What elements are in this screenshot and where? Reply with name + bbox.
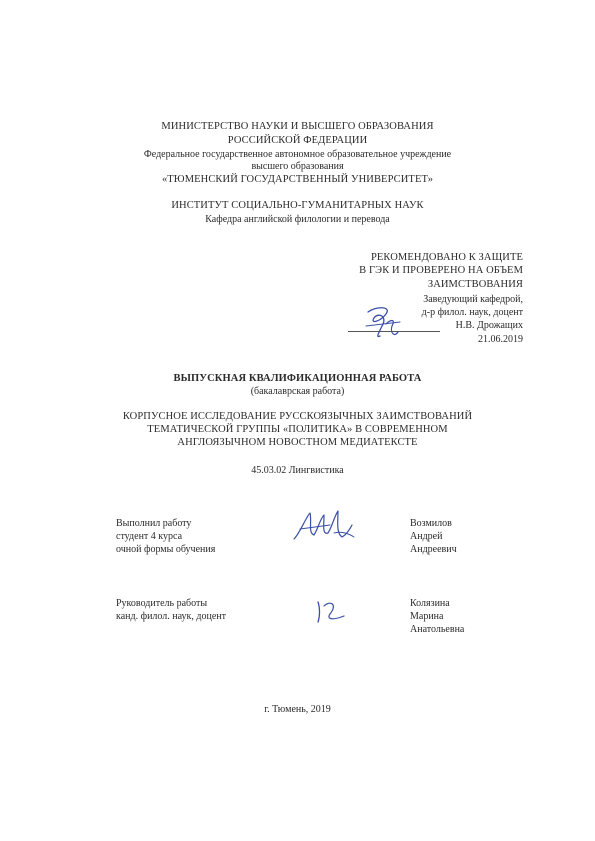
supervisor-signature-icon [312, 596, 352, 626]
approval-degree: д-р филол. наук, доцент [421, 307, 523, 318]
supervisor-patronymic: Анатольевна [410, 624, 465, 635]
title-line-3: АНГЛОЯЗЫЧНОМ НОВОСТНОМ МЕДИАТЕКСТЕ [177, 437, 418, 448]
ministry-line-2: РОССИЙСКОЙ ФЕДЕРАЦИИ [227, 135, 368, 146]
institute-name: ИНСТИТУТ СОЦИАЛЬНО-ГУМАНИТАРНЫХ НАУК [171, 200, 424, 211]
author-role-line-3: очной формы обучения [116, 544, 216, 555]
approval-line-1: РЕКОМЕНДОВАНО К ЗАЩИТЕ [370, 252, 523, 263]
title-line-2: ТЕМАТИЧЕСКОЙ ГРУППЫ «ПОЛИТИКА» В СОВРЕМЕННОМ [147, 424, 448, 435]
department-name: Кафедра английской филологии и перевода [205, 214, 390, 225]
approval-date: 21.06.2019 [478, 334, 523, 345]
approval-name: Н.В. Дрожащих [455, 320, 523, 331]
supervisor-first-name: Марина [410, 611, 444, 622]
ministry-line-1: МИНИСТЕРСТВО НАУКИ И ВЫСШЕГО ОБРАЗОВАНИЯ [161, 121, 434, 132]
author-first-name: Андрей [410, 531, 443, 542]
approval-line-2: В ГЭК И ПРОВЕРЕНО НА ОБЪЕМ [359, 265, 523, 276]
supervisor-role-line-1: Руководитель работы [116, 598, 208, 609]
author-surname: Возмилов [410, 518, 452, 529]
work-subtype: (бакалаврская работа) [250, 386, 345, 397]
author-role-line-1: Выполнил работу [116, 518, 192, 529]
title-line-1: КОРПУСНОЕ ИССЛЕДОВАНИЕ РУССКОЯЗЫЧНЫХ ЗАИМСТВОВАНИЙ [122, 411, 473, 422]
approval-position: Заведующий кафедрой, [423, 294, 523, 305]
university-name: «ТЮМЕНСКИЙ ГОСУДАРСТВЕННЫЙ УНИВЕРСИТЕТ» [161, 174, 434, 185]
supervisor-role-line-2: канд. филол. наук, доцент [116, 611, 227, 622]
author-role-line-2: студент 4 курса [116, 531, 183, 542]
institution-line-2: высшего образования [251, 161, 344, 172]
author-patronymic: Андреевич [410, 544, 457, 555]
supervisor-surname: Колязина [410, 598, 450, 609]
work-type: ВЫПУСКНАЯ КВАЛИФИКАЦИОННАЯ РАБОТА [173, 373, 422, 384]
head-signature-icon [362, 302, 406, 342]
approval-line-3: ЗАИМСТВОВАНИЯ [427, 279, 523, 290]
institution-line-1: Федеральное государственное автономное образовательное учреждение [143, 149, 452, 160]
specialty: 45.03.02 Лингвистика [251, 465, 344, 476]
author-signature-icon [290, 503, 360, 547]
city-year: г. Тюмень, 2019 [264, 704, 331, 715]
